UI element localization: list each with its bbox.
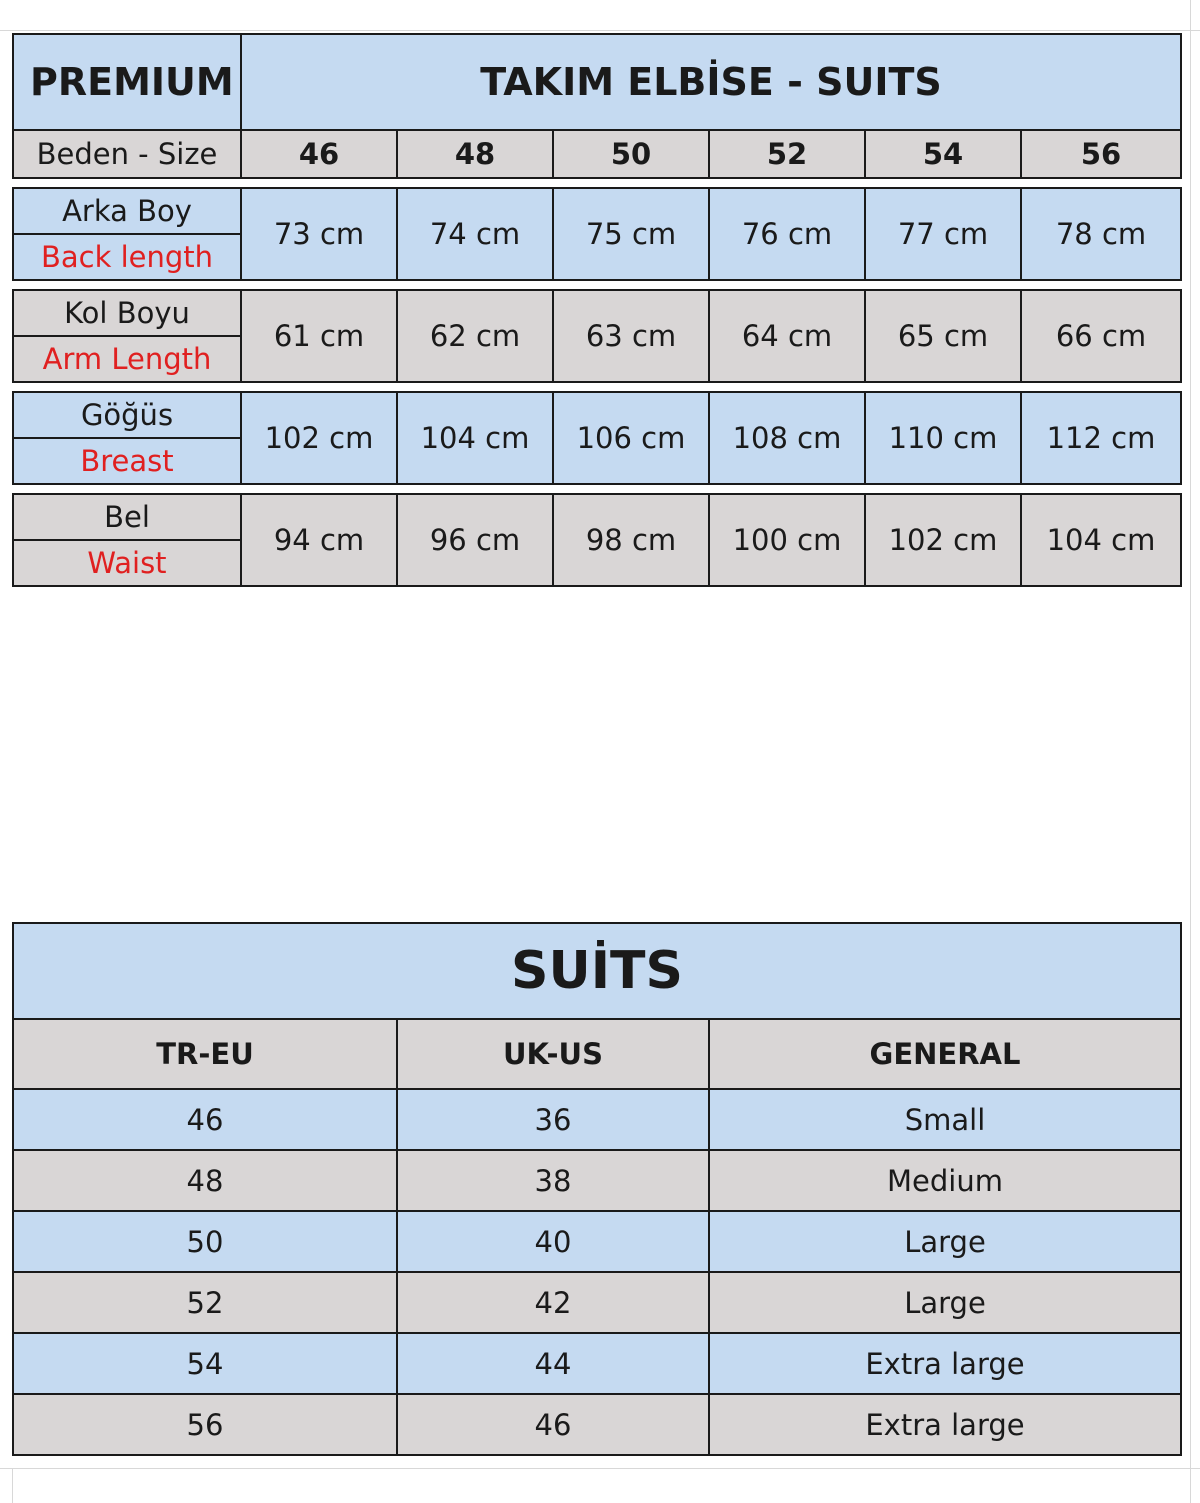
breast-54: 110 cm — [865, 392, 1021, 484]
table-row-cell: 38 — [397, 1150, 709, 1211]
table-row-cell: 40 — [397, 1211, 709, 1272]
back-length-label-tr: Arka Boy — [13, 188, 241, 234]
size-conversion-table — [12, 922, 1182, 1456]
size-48: 48 — [397, 130, 553, 178]
waist-label-tr: Bel — [13, 494, 241, 540]
size-50: 50 — [553, 130, 709, 178]
arm-length-52: 64 cm — [709, 290, 865, 382]
breast-56: 112 cm — [1021, 392, 1181, 484]
table-row-cell: 42 — [397, 1272, 709, 1333]
back-length-48: 74 cm — [397, 188, 553, 280]
breast-48: 104 cm — [397, 392, 553, 484]
header-tr-eu: TR-EU — [13, 1019, 397, 1089]
table-row-cell: 48 — [13, 1150, 397, 1211]
table-row-cell: Extra large — [709, 1333, 1181, 1394]
arm-length-label-tr: Kol Boyu — [13, 290, 241, 336]
waist-48: 96 cm — [397, 494, 553, 586]
back-length-50: 75 cm — [553, 188, 709, 280]
premium-label: PREMIUM — [13, 34, 241, 130]
header-uk-us: UK-US — [397, 1019, 709, 1089]
back-length-56: 78 cm — [1021, 188, 1181, 280]
table-row-cell: 46 — [13, 1089, 397, 1150]
table-row-cell: Small — [709, 1089, 1181, 1150]
size-52: 52 — [709, 130, 865, 178]
arm-length-46: 61 cm — [241, 290, 397, 382]
arm-length-48: 62 cm — [397, 290, 553, 382]
breast-46: 102 cm — [241, 392, 397, 484]
arm-length-50: 63 cm — [553, 290, 709, 382]
table-row-cell: Medium — [709, 1150, 1181, 1211]
arm-length-56: 66 cm — [1021, 290, 1181, 382]
table-row-cell: 54 — [13, 1333, 397, 1394]
waist-52: 100 cm — [709, 494, 865, 586]
table-row-cell: 44 — [397, 1333, 709, 1394]
table-title: TAKIM ELBİSE - SUITS — [241, 34, 1181, 130]
table-row-cell: 46 — [397, 1394, 709, 1455]
back-length-label-en: Back length — [13, 234, 241, 280]
size-56: 56 — [1021, 130, 1181, 178]
conversion-title: SUİTS — [13, 923, 1181, 1019]
waist-50: 98 cm — [553, 494, 709, 586]
size-table — [12, 33, 1182, 587]
size-54: 54 — [865, 130, 1021, 178]
breast-50: 106 cm — [553, 392, 709, 484]
arm-length-label-en: Arm Length — [13, 336, 241, 382]
header-general: GENERAL — [709, 1019, 1181, 1089]
table-row-cell: Extra large — [709, 1394, 1181, 1455]
waist-label-en: Waist — [13, 540, 241, 586]
breast-52: 108 cm — [709, 392, 865, 484]
back-length-54: 77 cm — [865, 188, 1021, 280]
waist-54: 102 cm — [865, 494, 1021, 586]
table-row-cell: 56 — [13, 1394, 397, 1455]
back-length-46: 73 cm — [241, 188, 397, 280]
table-row-cell: 36 — [397, 1089, 709, 1150]
breast-label-en: Breast — [13, 438, 241, 484]
table-row-cell: 52 — [13, 1272, 397, 1333]
waist-56: 104 cm — [1021, 494, 1181, 586]
breast-label-tr: Göğüs — [13, 392, 241, 438]
back-length-52: 76 cm — [709, 188, 865, 280]
arm-length-54: 65 cm — [865, 290, 1021, 382]
waist-46: 94 cm — [241, 494, 397, 586]
table-row-cell: 50 — [13, 1211, 397, 1272]
size-row-label: Beden - Size — [13, 130, 241, 178]
table-row-cell: Large — [709, 1272, 1181, 1333]
size-46: 46 — [241, 130, 397, 178]
table-row-cell: Large — [709, 1211, 1181, 1272]
